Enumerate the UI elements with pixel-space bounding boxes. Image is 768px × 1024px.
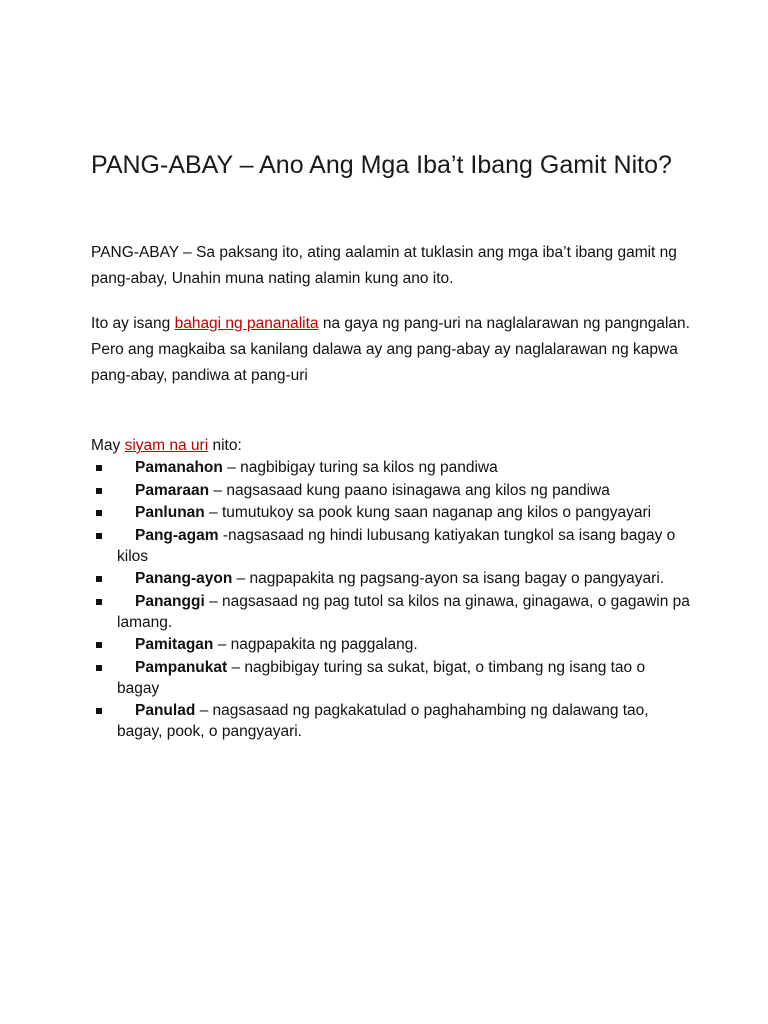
types-intro-before: May: [91, 437, 125, 454]
list-item: [91, 480, 691, 501]
definition-text-before: Ito ay isang: [91, 315, 175, 332]
bullet-icon: [96, 642, 102, 648]
type-term: Pamitagan: [135, 636, 214, 653]
bullet-icon: [96, 576, 102, 582]
type-description: – nagpapakita ng paggalang.: [213, 636, 418, 653]
bullet-icon: [96, 533, 102, 539]
types-intro: [91, 434, 691, 458]
list-item: [91, 525, 691, 567]
type-description: – nagsasaad ng pagkakatulad o paghahambing ng dalawang tao, bagay, pook, o pangyayari.: [117, 702, 649, 740]
type-description: – nagsasaad kung paano isinagawa ang kilos ng pandiwa: [209, 481, 610, 499]
types-intro-after: nito:: [208, 437, 242, 454]
bullet-icon: [96, 510, 102, 516]
type-term: Panlunan: [135, 504, 205, 521]
list-item: [91, 457, 691, 478]
bullet-icon: [96, 665, 102, 671]
page-title: PANG-ABAY – Ano Ang Mga Iba’t Ibang Gamit Nito?: [91, 151, 672, 179]
type-term: Panang-ayon: [135, 570, 233, 587]
definition-paragraph: [91, 311, 691, 389]
type-description: – nagbibigay turing sa kilos ng pandiwa: [222, 459, 498, 476]
link-bahagi-ng-pananalita[interactable]: bahagi ng pananalita: [174, 315, 319, 332]
bullet-icon: [96, 488, 102, 494]
type-description: – nagbibigay turing sa sukat, bigat, o timbang ng isang tao o bagay: [117, 658, 646, 697]
intro-paragraph: PANG-ABAY – Sa paksang ito, ating aalamin at tuklasin ang mga iba’t ibang gamit ng pang-abay, Unahin muna nating alamin kung ano ito.: [91, 244, 677, 287]
bullet-icon: [96, 465, 102, 471]
type-description: – nagsasaad ng pag tutol sa kilos na ginawa, ginagawa, o gagawin pa lamang.: [117, 592, 690, 631]
bullet-icon: [96, 599, 102, 605]
link-siyam-na-uri[interactable]: siyam na uri: [124, 437, 209, 454]
list-item: [91, 657, 691, 699]
list-item: [91, 568, 691, 589]
type-term: Pampanukat: [135, 658, 228, 676]
type-term: Panulad: [135, 702, 196, 719]
types-list: [91, 457, 691, 744]
type-description: – nagpapakita ng pagsang-ayon sa isang bagay o pangyayari.: [232, 570, 665, 587]
definition-text-after: na gaya ng pang-uri na naglalarawan ng pangngalan. Pero ang magkaiba sa kanilang dalawa ay ang pang-abay ay naglalarawan ng kapwa pang-abay, pandiwa at pang-uri: [91, 315, 690, 384]
type-term: Pang-agam: [135, 526, 219, 544]
type-term: Pananggi: [135, 592, 205, 610]
list-item: [91, 502, 691, 523]
type-description: -nagsasaad ng hindi lubusang katiyakan tungkol sa isang bagay o kilos: [117, 526, 676, 565]
list-item: [91, 634, 691, 655]
type-term: Pamaraan: [135, 481, 210, 499]
list-item: [91, 591, 691, 633]
type-term: Pamanahon: [135, 459, 223, 476]
bullet-icon: [96, 708, 102, 714]
type-description: – tumutukoy sa pook kung saan naganap ang kilos o pangyayari: [204, 504, 652, 521]
list-item: [91, 700, 691, 742]
